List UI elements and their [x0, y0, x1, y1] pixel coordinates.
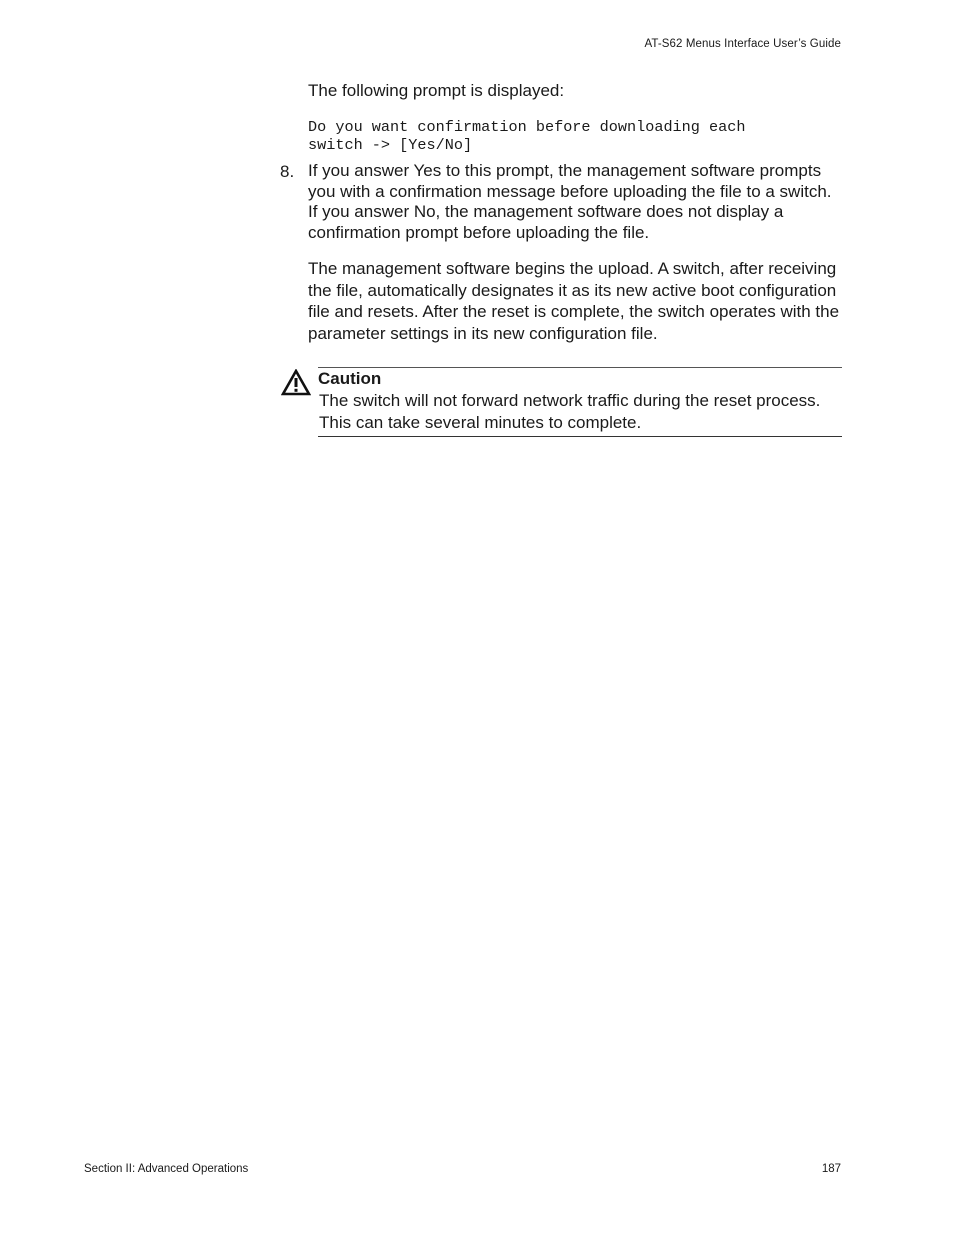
intro-paragraph: The following prompt is displayed:	[308, 81, 565, 100]
step-number: 8.	[280, 162, 295, 181]
step-paragraph: If you answer Yes to this prompt, the management software prompts you with a confirmation message before uploading the file to a switch. If you answer No, the management software does not display a confirmation prompt before uploading the file.	[308, 161, 832, 242]
warning-triangle-icon	[281, 369, 311, 396]
caution-bottom-rule	[318, 436, 842, 437]
running-header: AT-S62 Menus Interface User’s Guide	[644, 38, 841, 50]
code-prompt: Do you want confirmation before downloading each switch -> [Yes/No]	[308, 118, 746, 154]
step-followup-paragraph: The management software begins the upload. A switch, after receiving the file, automatically designates it as its new active boot configuration file and resets. After the reset is complete, the switch operates with the parameter settings in its new configuration file.	[308, 259, 840, 343]
footer-section: Section II: Advanced Operations	[84, 1163, 249, 1175]
caution-title: Caution	[318, 369, 382, 388]
caution-top-rule	[318, 367, 842, 368]
caution-text: The switch will not forward network traffic during the reset process. This can take several minutes to complete.	[319, 391, 821, 432]
page-number: 187	[821, 1163, 841, 1175]
